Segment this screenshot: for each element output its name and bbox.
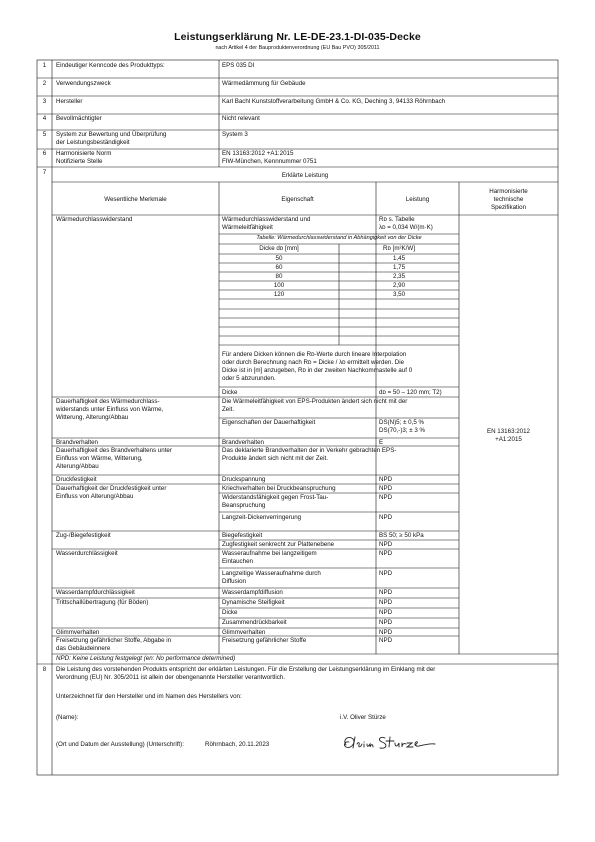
table-header-dicke: Dicke dᴅ [mm] [259,245,299,252]
table-cell-dicke: 80 [275,273,283,280]
row-number: 1 [42,62,47,69]
row-number: 5 [42,131,47,138]
declaration-text: Die Leistung des vorstehenden Produkts entspricht der erklärten Leistungen. Für die Erstellung der Leistungserklärung im Einklang mit der [56,666,436,673]
column-header: technische [493,196,524,203]
eigenschaft-label: Dicke [222,389,238,396]
row-label: Harmonisierte Norm [56,150,112,157]
column-header: Harmonisierte [489,188,528,195]
spec-value: EN 13163:2012 [486,428,530,435]
leistung-value: DS(N)5; ± 0,5 % [379,419,425,426]
eigenschaft-label: Wasserdampfdiffusion [222,589,283,596]
eigenschaft-label: Freisetzung gefährlicher Stoffe [222,637,307,644]
column-header: Wesentliche Merkmale [104,196,167,203]
leistung-value: Rᴅ s. Tabelle [379,216,415,223]
leistung-value: NPD [379,599,393,606]
leistung-value: dᴅ = 50 – 120 mm; T2) [379,389,442,396]
signed-for-text: Unterzeichnet für den Hersteller und im Namen des Herstellers von: [56,693,242,700]
row-label: der Leistungsbeständigkeit [56,139,130,146]
merkmal-label: Dauerhaftigkeit des Brandverhaltens unter [56,447,172,454]
eigenschaft-label: Zugfestigkeit senkrecht zur Plattenebene [222,541,335,548]
row-number: 2 [42,80,47,87]
leistung-value: NPD [379,609,393,616]
row-number: 7 [42,169,47,176]
eigenschaft-label: Langzeitige Wasseraufnahme durch [222,570,321,577]
row-label: Eindeutiger Kenncode des Produkttyps: [56,62,165,69]
column-header: Eigenschaft [281,196,314,203]
section-title: Erklärte Leistung [281,172,329,179]
leistung-value: NPD [379,550,393,557]
row-number: 8 [42,666,47,673]
table-cell-r: 2,35 [392,273,406,280]
row-number: 4 [42,115,47,122]
eigenschaft-label: Zusammendrückbarkeit [222,619,287,626]
merkmal-label: Druckfestigkeit [56,476,97,483]
row-value: Nicht relevant [222,115,260,122]
table-cell-r: 2,90 [392,282,406,289]
eigenschaft-label: Zeit. [222,406,235,413]
row-value: EPS 035 DI [222,62,255,69]
note-text: Für andere Dicken können die Rᴅ-Werte durch lineare Interpolation [222,351,407,358]
merkmal-label: Dauerhaftigkeit des Wärmedurchlass- [56,398,160,405]
table-cell-dicke: 60 [275,264,283,271]
merkmal-label: Freisetzung gefährlicher Stoffe, Abgabe in [56,637,172,644]
leistung-value: NPD [379,619,393,626]
eigenschaft-label: Druckspannung [222,476,266,483]
column-header: Spezifikation [490,204,527,211]
eigenschaft-label: Glimmverhalten [222,628,266,636]
place-date-value: Röhrnbach, 20.11.2023 [205,741,270,748]
table-cell-dicke: 50 [275,255,283,262]
handwritten-signature [340,733,440,755]
leistung-value: NPD [379,476,393,483]
page-title: Leistungserklärung Nr. LE-DE-23.1-DI-035-Decke [174,31,421,43]
leistung-value: NPD [379,589,393,596]
leistung-value: NPD [379,485,393,492]
leistung-value: NPD [379,628,393,636]
eigenschaft-label: Beanspruchung [222,502,266,509]
leistung-value: λᴅ = 0,034 W/(m·K) [379,224,433,231]
eigenschaft-label: Die Wärmeleitfähigkeit von EPS-Produkten ändert sich nicht mit der [222,398,408,405]
page-subtitle: nach Artikel 4 der Bauproduktenverordnung (EU Bau PVO) 305/2011 [215,45,380,51]
merkmal-label: Witterung, Alterung/Abbau [56,414,129,421]
row-value: Wärmedämmung für Gebäude [222,80,306,87]
npd-note: NPD: Keine Leistung festgelegt (en: No performance determined) [56,655,236,662]
row-label: Notifizierte Stelle [56,158,103,165]
eigenschaft-label: Das deklarierte Brandverhalten der in Verkehr gebrachten EPS- [222,447,397,454]
row-label: Hersteller [56,98,83,105]
leistung-value: NPD [379,494,393,501]
table-header-r: Rᴅ [m²K/W] [383,245,415,252]
eigenschaft-label: Dynamische Steifigkeit [222,599,285,606]
leistung-value: BS 50; ≥ 50 kPa [379,532,424,539]
row-value: Karl Bachl Kunststoffverarbeitung GmbH & Co. KG, Deching 3, 94133 Röhrnbach [222,98,446,105]
table-caption: Tabelle: Wärmedurchlasswiderstand in Abhängigkeit von der Dicke [256,235,422,241]
merkmal-label: Wärmedurchlasswiderstand [56,216,133,223]
row-label: System zur Bewertung und Überprüfung [56,131,167,138]
merkmal-label: Dauerhaftigkeit der Druckfestigkeit unter [56,485,167,492]
table-cell-r: 1,45 [392,255,406,262]
eigenschaft-label: Wasseraufnahme bei langzeitigem [222,550,317,557]
table-cell-r: 3,50 [392,291,406,298]
row-label: Verwendungszweck [56,80,111,87]
merkmal-label: Wasserdampfdurchlässigkeit [56,589,135,596]
eigenschaft-label: Langzeit-Dickenverringerung [222,514,302,521]
leistung-value: NPD [379,637,393,644]
note-text: oder durch Berechnung nach Rᴅ = Dicke / λᴅ ermittelt werden. Die [222,359,405,366]
eigenschaft-label: Wärmedurchlasswiderstand und [222,216,311,223]
table-cell-dicke: 120 [273,291,285,298]
note-text: Dicke ist in [m] anzugeben, Rᴅ in der zweiten Nachkommastelle auf 0 [222,367,413,374]
eigenschaft-label: Brandverhalten [222,438,264,446]
eigenschaft-label: Produkte ändert sich nicht mit der Zeit. [222,455,328,462]
merkmal-label: widerstands unter Einfluss von Wärme, [56,406,164,413]
merkmal-label: Glimmverhalten [56,628,100,636]
merkmal-label: das Gebäudeinnere [56,645,111,652]
table-cell-dicke: 100 [273,282,285,289]
merkmal-label: Wasserdurchlässigkeit [56,550,118,557]
eigenschaft-label: Biegefestigkeit [222,532,263,539]
leistung-value: NPD [379,541,393,548]
leistung-value: DS(70,-)3; ± 3 % [379,427,426,434]
row-value: EN 13163:2012 +A1:2015 [222,150,294,157]
row-number: 3 [42,98,47,105]
merkmal-label: Alterung/Abbau [56,463,99,470]
declaration-text: Verordnung (EU) Nr. 305/2011 ist allein der obengenannte Hersteller verantwortlich. [56,674,285,681]
name-label: (Name): [56,714,79,721]
spec-value: +A1:2015 [495,436,522,443]
leistung-value: NPD [379,514,393,521]
name-value: i.V. Oliver Stürze [340,714,386,721]
eigenschaft-label: Eintauchen [222,558,253,565]
leistung-value: E [379,438,384,446]
note-text: oder 5 abzurunden. [222,375,276,382]
place-date-label: (Ort und Datum der Ausstellung) (Unterschrift): [56,741,184,748]
merkmal-label: Zug-/Biegefestigkeit [56,532,111,539]
merkmal-label: Brandverhalten [56,438,98,446]
eigenschaft-label: Widerstandsfähigkeit gegen Frost-Tau- [222,494,329,501]
leistung-value: NPD [379,570,393,577]
column-header: Leistung [405,196,430,203]
merkmal-label: Trittschallübertragung (für Böden) [56,599,149,606]
eigenschaft-label: Eigenschaften der Dauerhaftigkeit [222,419,316,426]
eigenschaft-label: Diffusion [222,578,246,585]
table-cell-r: 1,75 [392,264,406,271]
eigenschaft-label: Wärmeleitfähigkeit [222,224,273,231]
row-label: Bevollmächtigter [56,115,102,122]
row-value: FIW-München, Kennnummer 0751 [222,158,317,165]
merkmal-label: Einfluss von Alterung/Abbau [56,493,134,500]
row-number: 6 [42,150,47,157]
merkmal-label: Einfluss von Wärme, Witterung, [56,455,143,462]
eigenschaft-label: Dicke [222,609,238,616]
eigenschaft-label: Kriechverhalten bei Druckbeanspruchung [222,485,336,492]
row-value: System 3 [222,131,248,138]
